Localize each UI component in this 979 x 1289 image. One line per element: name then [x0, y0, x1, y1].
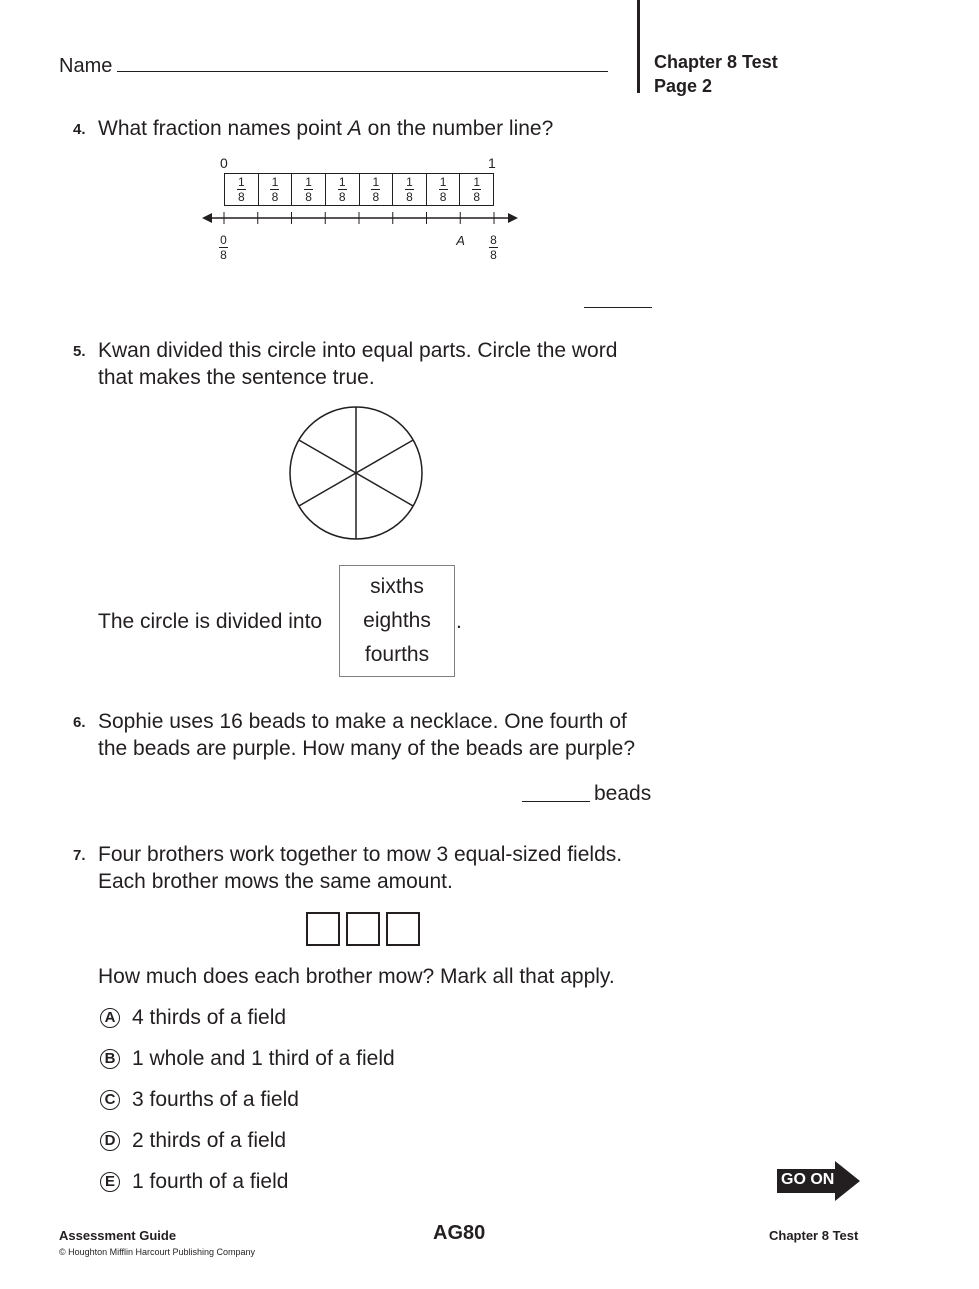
question-7-number: 7. [73, 847, 86, 864]
question-4-text-before: What fraction names point [98, 117, 348, 140]
answer-unit-beads: beads [594, 782, 652, 805]
sentence-end: . [456, 610, 462, 633]
footer-right: Chapter 8 Test [769, 1228, 859, 1243]
strip-cell [393, 174, 427, 205]
circle-divider-line [356, 473, 413, 506]
strip-cell-fraction [439, 176, 448, 203]
word-choice-box [339, 565, 455, 677]
answer-line-q6[interactable] [522, 801, 590, 802]
name-label: Name [59, 55, 113, 77]
word-option-sixths[interactable]: sixths [370, 575, 424, 598]
choice-b-bubble[interactable]: B [100, 1049, 120, 1069]
circle-divider-line [299, 473, 356, 506]
circle-divider-line [356, 440, 413, 473]
strip-cell [225, 174, 259, 205]
strip-denominator: 8 [338, 190, 346, 204]
choice-a[interactable] [100, 1004, 286, 1031]
field-square [346, 912, 380, 946]
choice-a-bubble[interactable]: A [100, 1008, 120, 1028]
choice-c[interactable] [100, 1086, 299, 1113]
question-4-text-after: on the number line? [361, 117, 554, 140]
strip-numerator: 1 [271, 175, 279, 189]
strip-numerator: 1 [473, 175, 481, 189]
strip-cell [326, 174, 360, 205]
number-line-left-fraction [219, 234, 228, 261]
strip-numerator: 1 [372, 175, 380, 189]
field-square [386, 912, 420, 946]
strip-numerator: 1 [439, 175, 447, 189]
left-fraction-numerator: 0 [220, 233, 227, 247]
fraction-strip [224, 173, 494, 206]
choice-d-bubble[interactable]: D [100, 1131, 120, 1151]
strip-cell [259, 174, 293, 205]
choice-e-bubble[interactable]: E [100, 1172, 120, 1192]
name-field[interactable] [117, 71, 608, 72]
footer-left: Assessment Guide [59, 1228, 177, 1243]
point-a-label: A [456, 233, 465, 248]
chapter-title: Chapter 8 Test [654, 52, 778, 72]
strip-denominator: 8 [271, 190, 279, 204]
right-fraction-denominator: 8 [490, 248, 497, 262]
go-on-label: GO ON [781, 1171, 835, 1188]
strip-cell-fraction [338, 176, 347, 203]
go-on-arrow [777, 1161, 861, 1201]
strip-denominator: 8 [305, 190, 312, 204]
question-7-line-1: Four brothers work together to mow 3 equal-sized fields. [98, 843, 623, 866]
question-7-prompt: How much does each brother mow? Mark all that apply. [98, 965, 615, 988]
answer-line-q4[interactable] [584, 307, 652, 308]
strip-denominator: 8 [237, 190, 245, 204]
strip-cell [360, 174, 394, 205]
sentence-start: The circle is divided into [98, 610, 323, 633]
strip-denominator: 8 [406, 190, 413, 204]
choice-c-bubble[interactable]: C [100, 1090, 120, 1110]
word-option-eighths[interactable]: eighths [363, 609, 431, 632]
left-fraction-denominator: 8 [220, 248, 227, 262]
question-6-number: 6. [73, 714, 86, 731]
question-7-line-2: Each brother mows the same amount. [98, 870, 453, 893]
question-5-line-1: Kwan divided this circle into equal parts. Circle the word [98, 339, 618, 362]
circle-divider-line [299, 440, 356, 473]
strip-numerator: 1 [338, 175, 346, 189]
fields-diagram [306, 912, 420, 946]
strip-cell-fraction [270, 176, 279, 203]
field-square [306, 912, 340, 946]
page-label: Page 2 [654, 76, 713, 96]
footer-copyright: © Houghton Mifflin Harcourt Publishing Company [59, 1247, 256, 1257]
strip-denominator: 8 [372, 190, 380, 204]
strip-cell [460, 174, 493, 205]
number-line [200, 208, 520, 230]
strip-numerator: 1 [237, 175, 245, 189]
question-4-text [98, 115, 553, 142]
choice-a-text: 4 thirds of a field [132, 1006, 287, 1029]
question-5-line-2: that makes the sentence true. [98, 366, 375, 389]
strip-cell-fraction [405, 176, 414, 203]
choice-d[interactable] [100, 1127, 286, 1154]
question-6-line-1: Sophie uses 16 beads to make a necklace. One fourth of [98, 710, 627, 733]
choice-e-text: 1 fourth of a field [132, 1170, 289, 1193]
header-divider [637, 0, 640, 93]
question-6-line-2: the beads are purple. How many of the beads are purple? [98, 737, 636, 760]
question-5-number: 5. [73, 343, 86, 360]
footer-page-code: AG80 [433, 1222, 486, 1244]
divided-circle [288, 405, 424, 541]
strip-numerator: 1 [406, 175, 413, 189]
choice-e[interactable] [100, 1168, 288, 1195]
strip-cell [292, 174, 326, 205]
strip-cell-fraction [237, 176, 246, 203]
choice-d-text: 2 thirds of a field [132, 1129, 287, 1152]
choice-b[interactable] [100, 1045, 395, 1072]
strip-numerator: 1 [305, 175, 312, 189]
strip-cell [427, 174, 461, 205]
strip-cell-fraction [304, 176, 313, 203]
choice-b-text: 1 whole and 1 third of a field [132, 1047, 395, 1070]
question-4-number: 4. [73, 121, 86, 138]
word-option-fourths[interactable]: fourths [364, 643, 430, 666]
right-fraction-numerator: 8 [490, 233, 497, 247]
strip-cell-fraction [371, 176, 380, 203]
strip-cell-fraction [472, 176, 481, 203]
strip-denominator: 8 [473, 190, 481, 204]
strip-denominator: 8 [439, 190, 447, 204]
number-line-start-label: 0 [220, 155, 228, 171]
number-line-right-fraction [489, 234, 498, 261]
number-line-end-label: 1 [488, 155, 496, 171]
question-4-variable: A [347, 117, 362, 140]
choice-c-text: 3 fourths of a field [132, 1088, 299, 1111]
